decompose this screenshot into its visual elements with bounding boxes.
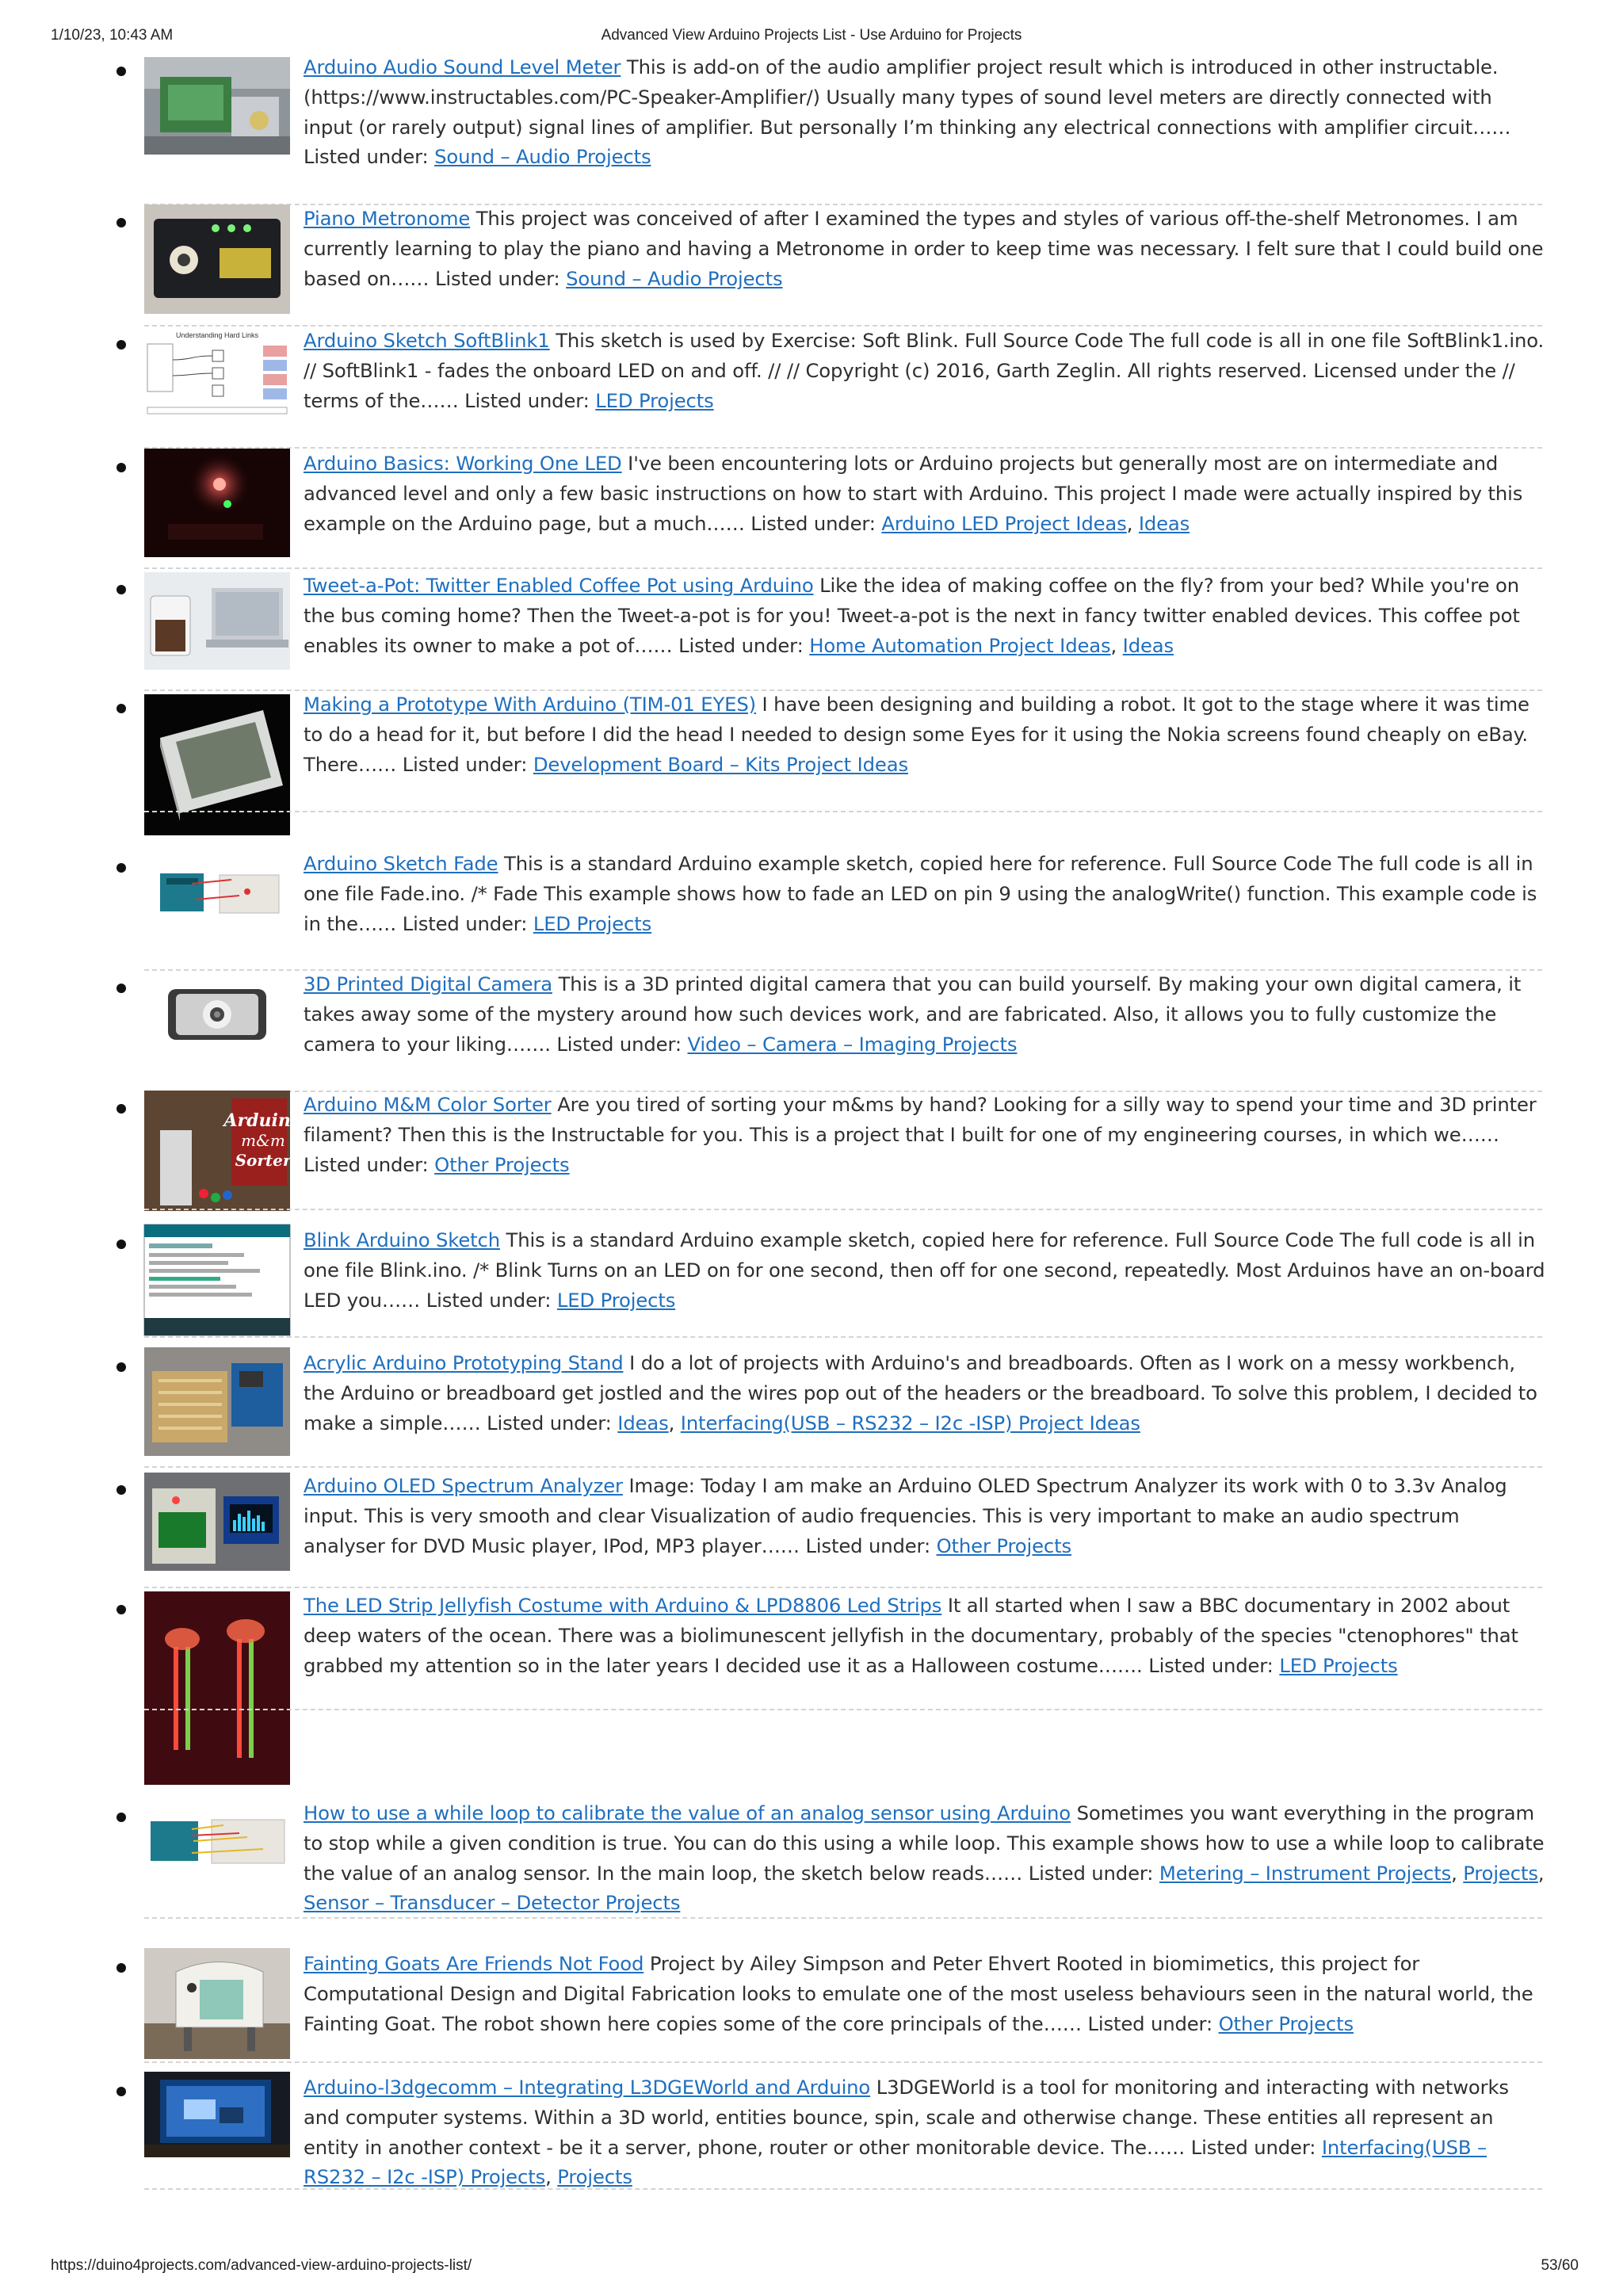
page-title: Advanced View Arduino Projects List - Use Arduino for Projects <box>601 27 1022 44</box>
print-footer <box>0 2257 1623 2281</box>
thumbnail-image[interactable] <box>144 864 290 924</box>
item-description: This is a standard Arduino example sketch, copied here for reference. Full Source Code The full code is all in one file Blink.ino. /* Blink Turns on an LED on for one second, then off for one second, repeatedly. Most Arduinos have an on-board LED you…… <box>304 1228 1545 1312</box>
svg-text:Understanding Hard Links: Understanding Hard Links <box>175 331 259 339</box>
listed-under-label: Listed under: <box>1028 1861 1154 1885</box>
bullet <box>116 984 126 993</box>
thumbnail-image[interactable] <box>144 204 290 314</box>
category-link[interactable]: Ideas <box>1138 511 1190 535</box>
listed-under-label: Listed under: <box>304 1152 429 1176</box>
page-number: 53/60 <box>1541 2257 1579 2274</box>
item-body: How to use a while loop to calibrate the value of an analog sensor using Arduino Sometimes you want everything in the program to stop while a given condition is true. You can do this using a while loop. This example shows how to use a while loop to calibrate the value of an analog sensor. In the main loop, the sketch below reads…… Listed under: Metering – Instrument Projects, Projects, Sensor – Transducer – Detector Projects <box>304 1801 1545 1915</box>
listed-under-label: Listed under: <box>678 633 804 657</box>
listed-under-label: Listed under: <box>1190 2135 1316 2159</box>
listed-under-label: Listed under: <box>1148 1653 1274 1677</box>
item-title-link[interactable]: Piano Metronome <box>304 207 471 230</box>
thumbnail-image[interactable] <box>144 449 290 557</box>
listed-under-label: Listed under: <box>426 1288 552 1312</box>
item-body: Arduino-l3dgecomm – Integrating L3DGEWorld and Arduino L3DGEWorld is a tool for monitoring and interacting with networks and computer systems. Within a 3D world, entities bounce, spin, scale and otherwise change. These entities all represent an entity in another context - be it a server, phone, router or other monitorable device. The…… Listed under: Interfacing(USB – RS232 – I2c -ISP) Projects, Projects <box>304 2076 1509 2189</box>
item-divider <box>144 567 1542 569</box>
item-title-link[interactable]: Acrylic Arduino Prototyping Stand <box>304 1351 624 1374</box>
item-body <box>304 1591 1546 1680</box>
category-link[interactable]: Projects <box>1463 1861 1538 1885</box>
thumbnail-image[interactable] <box>144 694 290 835</box>
category-link[interactable]: Interfacing(USB – RS232 – I2c -ISP) Project Ideas <box>680 1411 1140 1435</box>
category-link[interactable]: Other Projects <box>434 1152 570 1176</box>
category-link[interactable]: Development Board – Kits Project Ideas <box>533 752 908 776</box>
item-description: This project was conceived of after I examined the types and styles of various off-the-shelf Metronomes. I am currently learning to play the piano and having a Metronome in order to keep time was necessary. I felt sure that I could build one based on…… <box>304 207 1544 290</box>
bullet <box>116 218 126 227</box>
item-title-link[interactable]: Making a Prototype With Arduino (TIM-01 EYES) <box>304 693 756 716</box>
print-datetime: 1/10/23, 10:43 AM <box>51 27 174 44</box>
category-link[interactable]: Sensor – Transducer – Detector Projects <box>304 1891 681 1915</box>
thumbnail-image[interactable] <box>144 1948 290 2059</box>
listed-under-label: Listed under: <box>464 388 590 412</box>
item-divider <box>144 1466 1542 1468</box>
listed-under-label: Listed under: <box>805 1534 930 1557</box>
category-link[interactable]: Sound – Audio Projects <box>566 266 783 290</box>
category-link[interactable]: Video – Camera – Imaging Projects <box>687 1032 1018 1056</box>
category-link[interactable]: LED Projects <box>556 1288 676 1312</box>
item-body: Acrylic Arduino Prototyping Stand I do a lot of projects with Arduino's and breadboards. Often as I work on a messy workbench, the Arduino or breadboard get jostled and the wires pop out of the headers or the breadboard. To solve this problem, I decided to make a simple…… Listed under: Ideas, Interfacing(USB – RS232 – I2c -ISP) Project Ideas <box>304 1351 1537 1435</box>
bullet <box>116 463 126 472</box>
listed-under-label: Listed under: <box>750 511 876 535</box>
thumbnail-image[interactable] <box>144 572 290 670</box>
item-title-link[interactable]: 3D Printed Digital Camera <box>304 972 552 995</box>
thumbnail-image[interactable] <box>144 57 290 155</box>
item-body <box>304 326 1546 415</box>
category-link[interactable]: LED Projects <box>533 911 652 935</box>
item-description: Sometimes you want everything in the program to stop while a given condition is true. You can do this using a while loop. This example shows how to use a while loop to calibrate the value of an analog sensor. In the main loop, the sketch below reads…… <box>304 1801 1545 1885</box>
item-title-link[interactable]: Arduino M&M Color Sorter <box>304 1093 552 1116</box>
item-divider <box>144 1587 1542 1588</box>
bullet <box>116 863 126 873</box>
item-title-link[interactable]: Arduino Audio Sound Level Meter <box>304 55 621 78</box>
item-description: This is a standard Arduino example sketch, copied here for reference. Full Source Code The full code is all in one file Fade.ino. /* Fade This example shows how to fade an LED on pin 9 using the analogWrite() function. This example code is in the…… <box>304 852 1537 935</box>
bullet <box>116 1240 126 1249</box>
category-link[interactable]: Arduino LED Project Ideas <box>881 511 1127 535</box>
item-description: Are you tired of sorting your m&ms by hand? Looking for a silly way to spend your time and 3D printer filament? Then this is the Instructable for you. This is a project that I built for one of my engineering courses, in which we…… <box>304 1093 1537 1146</box>
thumbnail-image[interactable] <box>144 328 290 426</box>
bullet <box>116 1963 126 1973</box>
item-title-link[interactable]: Tweet-a-Pot: Twitter Enabled Coffee Pot using Arduino <box>304 574 814 597</box>
category-link[interactable]: Ideas <box>617 1411 669 1435</box>
thumb-text-3: Sorter <box>235 1151 292 1170</box>
listed-under-label: Listed under: <box>402 911 528 935</box>
item-divider <box>144 2188 1542 2190</box>
item-divider <box>144 811 1542 812</box>
item-body <box>304 1471 1546 1561</box>
item-body <box>304 1225 1546 1315</box>
item-description: This is add-on of the audio amplifier project result which is introduced in other instructable. (https://www.instructables.com/PC-Speaker-Amplifier/) Usually many types of sound level meters are directly connected with input (or rarely output) signal lines of amplifier. But personally I’m thinking any electrical connections with amplifier circuit…… <box>304 55 1511 139</box>
item-body <box>304 969 1546 1059</box>
category-link[interactable]: Projects <box>557 2165 632 2189</box>
item-body <box>304 1949 1546 2038</box>
item-description: Like the idea of making coffee on the fly? from your bed? While you're on the bus coming home? Then the Tweet-a-pot is for you! Tweet-a-pot is the next in fancy twitter enabled devices. This coffee pot enables its owner to make a pot of…… <box>304 574 1520 657</box>
category-link[interactable]: LED Projects <box>1279 1653 1398 1677</box>
bullet <box>116 1362 126 1372</box>
item-title-link[interactable]: How to use a while loop to calibrate the value of an analog sensor using Arduino <box>304 1801 1071 1824</box>
item-title-link[interactable]: The LED Strip Jellyfish Costume with Arduino & LPD8806 Led Strips <box>304 1594 942 1617</box>
item-divider <box>144 2061 1542 2063</box>
item-divider <box>144 1709 1542 1710</box>
item-description: This is a 3D printed digital camera that you can build yourself. By making your own digital camera, it takes away some of the mystery around how such devices work, and are fabricated. Also, it allows you to fully customize the camera to your liking……. <box>304 972 1522 1056</box>
print-header <box>0 27 1623 51</box>
listed-under-label: Listed under: <box>1087 2011 1212 2035</box>
item-divider <box>144 1209 1542 1210</box>
item-title-link[interactable]: Arduino Sketch SoftBlink1 <box>304 329 550 352</box>
thumb-text-1: Arduino <box>223 1110 303 1131</box>
thumbnail-image[interactable] <box>144 1347 290 1456</box>
item-description: L3DGEWorld is a tool for monitoring and interacting with networks and computer systems. Within a 3D world, entities bounce, spin, scale and otherwise change. These entities all represent an entity in another context - be it a server, phone, router or other monitorable device. The…… <box>304 2076 1509 2159</box>
category-link[interactable]: Other Projects <box>936 1534 1071 1557</box>
item-body <box>304 849 1546 938</box>
category-link[interactable]: Interfacing(USB – RS232 – I2c -ISP) Projects <box>304 2135 1487 2189</box>
thumbnail-image[interactable] <box>144 1813 290 1870</box>
item-body <box>304 1090 1546 1179</box>
category-link[interactable]: Home Automation Project Ideas <box>809 633 1111 657</box>
thumbnail-image[interactable] <box>144 981 290 1048</box>
bullet <box>116 585 126 594</box>
thumbnail-image[interactable] <box>144 1473 290 1571</box>
listed-under-label: Listed under: <box>556 1032 682 1056</box>
item-body <box>304 52 1546 172</box>
bullet <box>116 1605 126 1614</box>
item-body <box>304 204 1546 293</box>
bullet <box>116 1813 126 1822</box>
item-description: It all started when I saw a BBC documentary in 2002 about deep waters of the ocean. There was a biolimunescent jellyfish in the documentary, probably of the species "ctenophores" that grabbed my attention so in the later years I decided use it as a Halloween costume……. <box>304 1594 1518 1677</box>
item-title-link[interactable]: Arduino OLED Spectrum Analyzer <box>304 1474 623 1497</box>
category-link[interactable]: Ideas <box>1122 633 1174 657</box>
bullet <box>116 67 126 76</box>
bullet <box>116 1485 126 1495</box>
listed-under-label: Listed under: <box>402 752 528 776</box>
listed-under-label: Listed under: <box>435 266 560 290</box>
item-title-link[interactable]: Arduino Sketch Fade <box>304 852 498 875</box>
thumb-text-2: m&m <box>241 1131 285 1150</box>
bullet <box>116 1104 126 1114</box>
thumbnail-image[interactable] <box>144 2072 290 2157</box>
thumbnail-image[interactable] <box>144 1224 290 1335</box>
item-description: I do a lot of projects with Arduino's and breadboards. Often as I work on a messy workbench, the Arduino or breadboard get jostled and the wires pop out of the headers or the breadboard. To solve this problem, I decided to make a simple…… <box>304 1351 1537 1435</box>
item-description: I have been designing and building a robot. It got to the stage where it was time to do a head for it, but before I did the head I needed to design some Eyes for it using the Nokia screens found cheaply on eBay. There…… <box>304 693 1529 776</box>
listed-under-label: Listed under: <box>487 1411 612 1435</box>
item-description: Project by Ailey Simpson and Peter Ehvert Rooted in biomimetics, this project for Computational Design and Digital Fabrication looks to emulate one of the most useless behaviours seen in the natural world, the Fainting Goat. The robot shown here copies some of the core principals of the…… <box>304 1952 1533 2035</box>
item-description: Image: Today I am make an Arduino OLED Spectrum Analyzer its work with 0 to 3.3v Analog input. This is very smooth and clear Visualization of audio frequencies. This is very important to make an audio spectrum analyser for DVD Music player, IPod, MP3 player…… <box>304 1474 1507 1557</box>
item-body: Tweet-a-Pot: Twitter Enabled Coffee Pot using Arduino Like the idea of making coffee on the fly? from your bed? While you're on the bus coming home? Then the Tweet-a-pot is for you! Tweet-a-pot is the next in fancy twitter enabled devices. This coffee pot enables its owner to make a pot of…… Listed under: Home Automation Project Ideas, Ideas <box>304 574 1520 657</box>
item-title-link[interactable]: Arduino Basics: Working One LED <box>304 452 622 475</box>
item-description: This sketch is used by Exercise: Soft Blink. Full Source Code The full code is all in one file SoftBlink1.ino. // SoftBlink1 - fades the onboard LED on and off. // // Copyright (c) 2016, Garth Zeglin. All rights reserved. Licensed under the // terms of the…… <box>304 329 1545 412</box>
item-body: Arduino Basics: Working One LED I've been encountering lots or Arduino projects but generally most are on intermediate and advanced level and only a few basic instructions on how to start with Arduino. This project I made were actually inspired by this example on the Arduino page, but a much…… Listed under: Arduino LED Project Ideas, Ideas <box>304 452 1523 535</box>
item-divider <box>144 1917 1542 1919</box>
item-body <box>304 690 1546 779</box>
thumbnail-image[interactable] <box>144 1591 290 1785</box>
item-title-link[interactable]: Arduino-l3dgecomm – Integrating L3DGEWorld and Arduino <box>304 2076 871 2099</box>
item-description: I've been encountering lots or Arduino projects but generally most are on intermediate and advanced level and only a few basic instructions on how to start with Arduino. This project I made were actually inspired by this example on the Arduino page, but a much…… <box>304 452 1523 535</box>
bullet <box>116 340 126 350</box>
footer-url: https://duino4projects.com/advanced-view-arduino-projects-list/ <box>51 2257 472 2274</box>
category-link[interactable]: Other Projects <box>1218 2011 1354 2035</box>
bullet <box>116 2087 126 2096</box>
category-link[interactable]: LED Projects <box>595 388 714 412</box>
item-title-link[interactable]: Fainting Goats Are Friends Not Food <box>304 1952 644 1975</box>
thumbnail-image[interactable] <box>144 1091 303 1211</box>
category-link[interactable]: Sound – Audio Projects <box>434 145 651 169</box>
item-title-link[interactable]: Blink Arduino Sketch <box>304 1228 500 1251</box>
listed-under-label: Listed under: <box>304 145 429 169</box>
item-divider <box>144 1336 1542 1338</box>
category-link[interactable]: Metering – Instrument Projects <box>1159 1861 1452 1885</box>
bullet <box>116 704 126 713</box>
